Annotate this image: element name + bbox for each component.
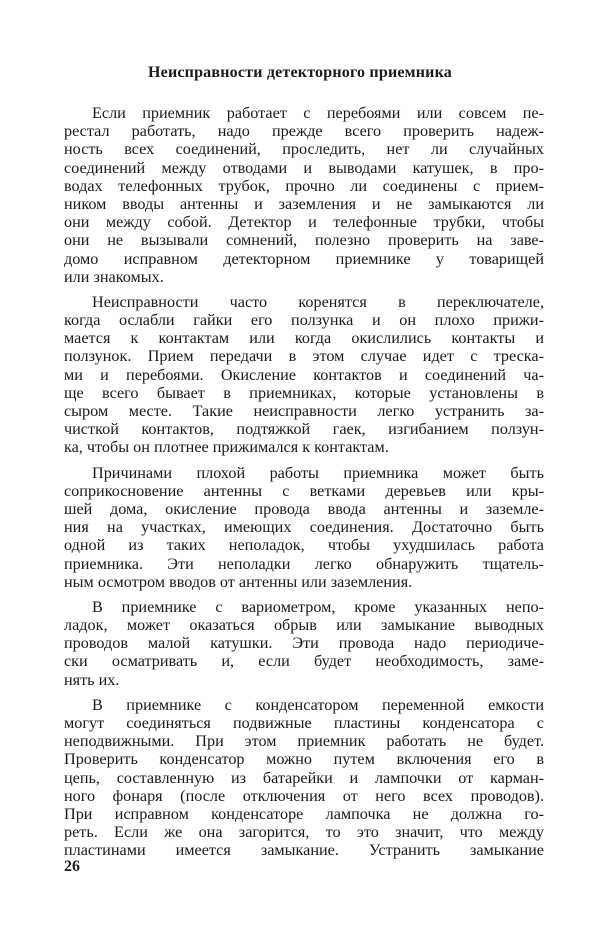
text-line: одной из таких неполадок, чтобы ухудшилась работа: [64, 536, 544, 555]
text-line: Если приемник работает с перебоями или совсем пе-: [92, 104, 544, 122]
section-title: Неисправности детекторного приемника: [148, 64, 452, 81]
text-line: нять их.: [64, 670, 120, 689]
text-line: цепь, составленную из батарейки и лампочки от карман-: [64, 768, 544, 787]
text-line: пластинами имеется замыкание. Устранить замыкание: [64, 841, 544, 860]
text-line: рестал работать, надо прежде всего проверить надеж-: [64, 122, 544, 141]
text-line: ми и перебоями. Окисление контактов и соединений ча-: [64, 365, 544, 384]
text-line: ладок, может оказаться обрыв или замыкание выводных: [64, 616, 544, 635]
paragraph: [64, 598, 544, 689]
body-text: [64, 104, 544, 867]
text-line: могут соединяться подвижные пластины конденсатора с: [64, 714, 544, 732]
text-line: Причинами плохой работы приемника может быть: [92, 463, 544, 482]
text-line: приемника. Эти неполадки легко обнаружить тщатель-: [64, 554, 544, 573]
paragraph: [64, 104, 544, 286]
text-line: соприкосновение антенны с ветками деревьев или кры-: [64, 481, 544, 500]
text-line: ка, чтобы он плотнее прижимался к контактам.: [64, 438, 389, 457]
text-line: В приемнике с конденсатором переменной емкости: [92, 695, 544, 714]
text-line: В приемнике с вариометром, кроме указанных непо-: [92, 597, 544, 616]
paragraph: [64, 464, 544, 591]
text-line: когда ослабли гайки его ползунка и он плохо прижи-: [64, 311, 544, 330]
text-line: они между собой. Детектор и телефонные трубки, чтобы: [64, 213, 544, 232]
text-line: ность всех соединений, проследить, нет ли случайных: [64, 140, 544, 159]
text-line: мается к контактам или когда окислились контакты и: [64, 329, 544, 348]
text-line: неподвижными. При этом приемник работать не будет.: [64, 732, 544, 751]
text-line: они не вызывали сомнений, полезно проверить на заве-: [64, 231, 544, 250]
text-line: Неисправности часто коренятся в переключателе,: [92, 292, 544, 311]
text-line: сыром месте. Такие неисправности легко устранить за-: [64, 402, 544, 420]
text-line: ного фонаря (после отключения от него всех проводов).: [64, 786, 544, 805]
text-line: или знакомых.: [64, 267, 164, 286]
text-line: ще всего бывает в приемниках, которые установлены в: [64, 383, 544, 402]
text-line: реть. Если же она загорится, то это значит, что между: [64, 823, 544, 842]
text-line: водах телефонных трубок, прочно ли соединены с прием-: [64, 176, 544, 195]
text-line: ния на участках, имеющих соединения. Достаточно быть: [64, 518, 544, 537]
paragraph: [64, 696, 544, 860]
text-line: домо исправном детекторном приемнике у товарищей: [64, 249, 544, 268]
text-line: проводов малой катушки. Эти провода надо периодиче-: [64, 634, 544, 653]
text-line: соединений между отводами и выводами катушек, в про-: [64, 158, 544, 177]
text-line: чисткой контактов, подтяжкой гаек, изгибанием ползун-: [64, 420, 544, 439]
paragraph: [64, 293, 544, 457]
text-line: ным осмотром вводов от антенны или заземления.: [64, 572, 413, 591]
text-line: При исправном конденсаторе лампочка не должна го-: [64, 804, 544, 823]
text-line: шей дома, окисление провода ввода антенны и заземле-: [64, 499, 544, 518]
text-line: ником вводы антенны и заземления и не замыкаются ли: [64, 194, 544, 213]
text-line: Проверить конденсатор можно путем включения его в: [64, 750, 544, 769]
page-number: 26: [64, 858, 80, 875]
text-line: ползунок. Прием передачи в этом случае идет с треска-: [64, 347, 544, 366]
text-line: ски осматривать и, если будет необходимость, заме-: [64, 652, 544, 671]
